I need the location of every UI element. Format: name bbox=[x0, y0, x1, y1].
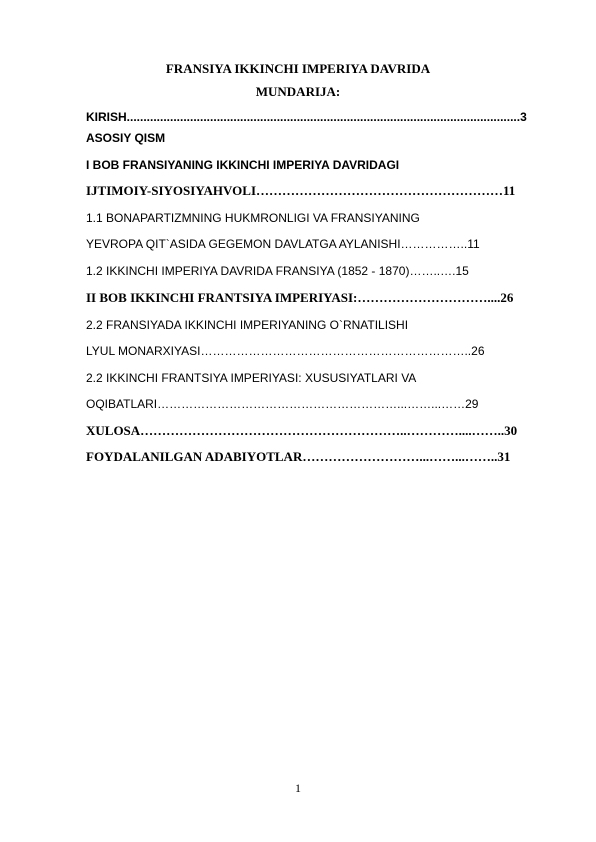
toc-section-1-2: 1.2 IKKINCHI IMPERIYA DAVRIDA FRANSIYA (1852 - 1870)……..….15 bbox=[86, 264, 469, 278]
toc-entry-conclusion: XULOSA……………………………………………………..…………....……..30 bbox=[86, 423, 518, 438]
toc-section-1-1-cont: YEVROPA QIT`ASIDA GEGEMON DAVLATGA AYLANISHI……………..11 bbox=[86, 237, 480, 251]
toc-section-2-1: 2.2 FRANSIYADA IKKINCHI IMPERIYANING O`RNATILISHI bbox=[86, 318, 409, 332]
toc-heading: MUNDARIJA: bbox=[255, 84, 341, 99]
toc-section-2-2: 2.2 IKKINCHI FRANTSIYA IMPERIYASI: XUSUSIYATLARI VA bbox=[86, 371, 417, 385]
toc-section-1-1: 1.1 BONAPARTIZMNING HUKMRONLIGI VA FRANSIYANING bbox=[86, 211, 420, 225]
toc-entry-introduction: KIRISH......................................................................................................................3 bbox=[86, 110, 527, 124]
toc-chapter-1-title-cont: IJTIMOIY-SIYOSIYAHVOLI…………………………………………………11 bbox=[86, 183, 516, 198]
toc-section-main-part: ASOSIY QISM bbox=[86, 131, 166, 145]
document-title: FRANSIYA IKKINCHI IMPERIYA DAVRIDA bbox=[165, 61, 431, 76]
page-number: 1 bbox=[295, 781, 301, 795]
toc-entry-references: FOYDALANILGAN ADABIYOTLAR………………………...……...……..31 bbox=[86, 449, 511, 464]
toc-section-2-2-cont: OQIBATLARI……………………………………………………...……...……29 bbox=[86, 397, 479, 411]
toc-chapter-2-title: II BOB IKKINCHI FRANTSIYA IMPERIYASI:…………………………....26 bbox=[86, 290, 514, 305]
toc-section-2-1-cont: LYUL MONARXIYASI…………………………………………………………..26 bbox=[86, 344, 485, 358]
toc-chapter-1-title: I BOB FRANSIYANING IKKINCHI IMPERIYA DAVRIDAGI bbox=[86, 158, 400, 172]
